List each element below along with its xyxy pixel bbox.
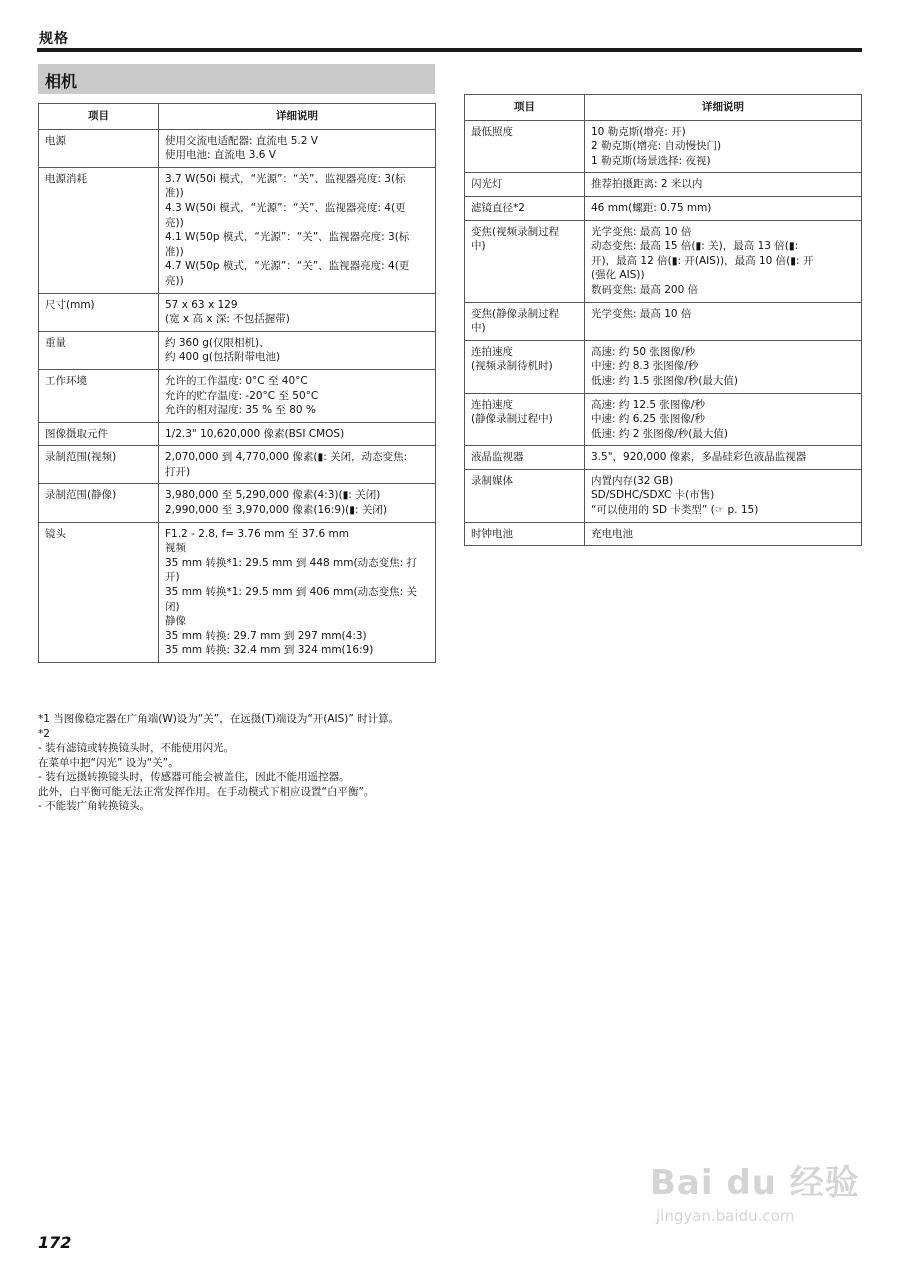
row-detail-line: SD/SDHC/SDXC 卡(市售) — [591, 489, 715, 502]
row-detail-line: 光学变焦: 最高 10 倍 — [591, 307, 692, 320]
spec-table-left — [38, 103, 436, 663]
row-label-line: 中) — [471, 240, 486, 253]
row-label-line: 电源 — [45, 134, 66, 147]
row-detail-line: 低速: 约 1.5 张图像/秒(最大值) — [591, 374, 738, 387]
footnote-line: - 装有滤镜或转换镜头时，不能使用闪光。 — [38, 742, 235, 754]
row-label — [39, 129, 159, 167]
footnote-line: 此外，白平衡可能无法正常发挥作用。在手动模式下相应设置“白平衡”。 — [38, 785, 375, 798]
row-detail-line: 允许的工作温度: 0°C 至 40°C — [165, 374, 308, 387]
row-label-line: (视频录制待机时) — [471, 360, 553, 373]
row-label — [39, 293, 159, 331]
table-row — [465, 173, 862, 197]
row-detail-line: 闭) — [165, 600, 180, 613]
row-label — [39, 522, 159, 662]
row-detail — [585, 196, 862, 220]
row-detail-line: 3.7 W(50i 模式，“光源”：“关”、监视器亮度: 3(标 — [165, 172, 406, 185]
row-detail-line: 3,980,000 至 5,290,000 像素(4:3)(▮: 关闭) — [165, 489, 381, 502]
row-label-line: 图像摄取元件 — [45, 427, 108, 440]
baidu-watermark — [650, 1155, 870, 1240]
column-header-item: 项目 — [465, 95, 585, 121]
row-detail-line: 1/2.3" 10,620,000 像素(BSI CMOS) — [165, 427, 345, 440]
row-detail — [159, 167, 436, 293]
footnote-line: - 装有远摄转换镜头时，传感器可能会被盖住，因此不能用遥控器。 — [38, 771, 350, 783]
row-detail-line: 内置内存(32 GB) — [591, 474, 674, 487]
row-label — [39, 446, 159, 484]
footnotes — [38, 712, 478, 814]
row-label — [39, 369, 159, 422]
row-detail-line: 准)) — [165, 187, 184, 200]
row-detail-line: (强化 AIS)) — [591, 269, 645, 282]
row-detail-line: 亮)) — [165, 216, 184, 229]
footnote-line: *2 — [38, 727, 50, 740]
table-row — [39, 167, 436, 293]
table-row — [465, 302, 862, 340]
row-detail-line: 数码变焦: 最高 200 倍 — [591, 283, 699, 296]
row-detail-line: 35 mm 转换*1: 29.5 mm 到 406 mm(动态变焦: 关 — [165, 586, 417, 599]
row-label-line: 最低照度 — [471, 125, 513, 138]
column-header-detail: 详细说明 — [585, 95, 862, 121]
table-row — [39, 369, 436, 422]
row-label — [465, 522, 585, 546]
row-detail — [159, 422, 436, 446]
table-row — [39, 484, 436, 522]
row-label-line: 录制范围(视频) — [45, 451, 117, 464]
row-detail-line: 4.3 W(50i 模式，“光源”：“关”、监视器亮度: 4(更 — [165, 201, 406, 214]
row-detail — [585, 302, 862, 340]
row-detail — [159, 293, 436, 331]
table-row — [465, 469, 862, 522]
row-label — [465, 120, 585, 173]
row-detail-line: 开)，最高 12 倍(▮: 开(AIS))，最高 10 倍(▮: 开 — [591, 254, 814, 267]
header-title: 规格 — [39, 31, 69, 47]
page-number: 172 — [38, 1233, 72, 1252]
row-detail-line: 10 勒克斯(增亮: 开) — [591, 125, 686, 138]
row-detail — [585, 220, 862, 302]
footnote-line: 在菜单中把“闪光” 设为“关”。 — [38, 756, 179, 769]
row-detail-line: 使用电池: 直流电 3.6 V — [165, 149, 276, 162]
table-row — [465, 393, 862, 446]
watermark-logo: Bai du 经验 — [650, 1163, 860, 1203]
row-detail — [159, 331, 436, 369]
table-row — [39, 129, 436, 167]
row-detail-line: 亮)) — [165, 274, 184, 287]
row-detail-line: 视频 — [165, 542, 186, 555]
row-detail-line: “可以使用的 SD 卡类型” (☞ p. 15) — [591, 504, 759, 517]
row-label — [39, 167, 159, 293]
row-label-line: 中) — [471, 322, 486, 335]
footnote-line: - 不能装广角转换镜头。 — [38, 800, 151, 812]
row-detail-line: 高速: 约 50 张图像/秒 — [591, 345, 695, 358]
table-row — [465, 446, 862, 470]
row-detail-line: 动态变焦: 最高 15 倍(▮: 关)，最高 13 倍(▮: — [591, 240, 799, 253]
row-detail — [585, 446, 862, 470]
watermark-url: jingyan.baidu.com — [656, 1207, 795, 1225]
row-detail-line: 中速: 约 6.25 张图像/秒 — [591, 413, 705, 426]
row-label-line: 闪光灯 — [471, 178, 503, 191]
row-detail-line: 打开) — [165, 465, 191, 478]
row-detail-line: 57 x 63 x 129 — [165, 298, 238, 311]
row-label-line: 时钟电池 — [471, 527, 513, 540]
row-label-line: 滤镜直径*2 — [471, 201, 525, 214]
row-detail-line: 低速: 约 2 张图像/秒(最大值) — [591, 427, 728, 440]
row-label-line: 液晶监视器 — [471, 451, 524, 464]
row-label-line: 录制范围(静像) — [45, 489, 117, 502]
row-detail-line: (宽 x 高 x 深: 不包括握带) — [165, 313, 290, 326]
table-row — [465, 522, 862, 546]
row-detail — [585, 340, 862, 393]
row-label — [39, 331, 159, 369]
spec-table-right — [464, 94, 862, 546]
row-detail-line: 35 mm 转换: 29.7 mm 到 297 mm(4:3) — [165, 629, 367, 642]
row-label — [39, 422, 159, 446]
row-label-line: 变焦(静像录制过程 — [471, 307, 560, 320]
row-detail-line: 允许的相对湿度: 35 % 至 80 % — [165, 404, 316, 417]
row-detail-line: 静像 — [165, 615, 186, 628]
row-detail-line: 光学变焦: 最高 10 倍 — [591, 225, 692, 238]
row-label — [465, 469, 585, 522]
row-detail-line: 准)) — [165, 245, 184, 258]
row-detail-line: 2 勒克斯(增亮: 自动慢快门) — [591, 140, 722, 153]
footnote-line: *1 当图像稳定器在广角端(W)设为“关”，在远摄(T)端设为“开(AIS)” 时计算。 — [38, 713, 400, 725]
table-row — [39, 422, 436, 446]
row-detail-line: 约 360 g(仅限相机)、 — [165, 336, 270, 349]
row-detail-line: F1.2 - 2.8, f= 3.76 mm 至 37.6 mm — [165, 527, 349, 540]
row-detail-line: 使用交流电适配器: 直流电 5.2 V — [165, 134, 318, 147]
section-title: 相机 — [45, 72, 78, 91]
header-rule — [37, 48, 862, 52]
row-detail-line: 2,990,000 至 3,970,000 像素(16:9)(▮: 关闭) — [165, 504, 388, 517]
table-header-row — [39, 104, 436, 130]
row-label-line: 重量 — [45, 336, 66, 349]
row-detail — [585, 522, 862, 546]
row-label-line: 镜头 — [45, 527, 66, 540]
row-label-line: 电源消耗 — [45, 172, 87, 185]
row-detail — [159, 484, 436, 522]
row-detail — [585, 469, 862, 522]
row-label — [465, 393, 585, 446]
row-detail-line: 高速: 约 12.5 张图像/秒 — [591, 398, 705, 411]
row-detail — [585, 393, 862, 446]
row-label — [465, 220, 585, 302]
table-row — [465, 120, 862, 173]
row-label — [465, 196, 585, 220]
row-detail-line: 35 mm 转换: 32.4 mm 到 324 mm(16:9) — [165, 644, 374, 657]
table-header-row — [465, 95, 862, 121]
table-row — [465, 196, 862, 220]
row-detail — [585, 173, 862, 197]
row-label — [39, 484, 159, 522]
row-label — [465, 302, 585, 340]
row-detail — [159, 522, 436, 662]
row-detail-line: 开) — [165, 571, 180, 584]
row-label-line: 录制媒体 — [471, 474, 513, 487]
row-detail-line: 4.7 W(50p 模式，“光源”：“关”、监视器亮度: 4(更 — [165, 260, 410, 273]
row-label-line: (静像录制过程中) — [471, 413, 553, 426]
table-row — [465, 340, 862, 393]
row-label-line: 连拍速度 — [471, 398, 513, 411]
section-bar — [38, 64, 435, 94]
row-detail-line: 2,070,000 到 4,770,000 像素(▮: 关闭，动态变焦: — [165, 451, 408, 464]
row-detail-line: 1 勒克斯(场景选择: 夜视) — [591, 154, 711, 167]
row-detail-line: 允许的贮存温度: -20°C 至 50°C — [165, 389, 319, 402]
row-detail — [159, 129, 436, 167]
table-row — [39, 293, 436, 331]
row-label-line: 尺寸(mm) — [45, 298, 95, 311]
row-detail-line: 中速: 约 8.3 张图像/秒 — [591, 360, 699, 373]
table-row — [39, 522, 436, 662]
row-detail-line: 35 mm 转换*1: 29.5 mm 到 448 mm(动态变焦: 打 — [165, 556, 417, 569]
row-detail-line: 推荐拍摄距离: 2 米以内 — [591, 178, 703, 191]
column-header-item: 项目 — [39, 104, 159, 130]
row-label-line: 连拍速度 — [471, 345, 513, 358]
row-detail — [585, 120, 862, 173]
row-detail-line: 约 400 g(包括附带电池) — [165, 351, 281, 364]
row-label — [465, 340, 585, 393]
row-label-line: 变焦(视频录制过程 — [471, 225, 560, 238]
table-row — [39, 331, 436, 369]
table-row — [465, 220, 862, 302]
row-detail — [159, 446, 436, 484]
row-detail-line: 充电电池 — [591, 527, 633, 540]
row-detail-line: 46 mm(螺距: 0.75 mm) — [591, 201, 712, 214]
row-detail-line: 3.5"，920,000 像素，多晶硅彩色液晶监视器 — [591, 451, 807, 464]
row-detail — [159, 369, 436, 422]
column-header-detail: 详细说明 — [159, 104, 436, 130]
row-label-line: 工作环境 — [45, 374, 87, 387]
table-row — [39, 446, 436, 484]
row-detail-line: 4.1 W(50p 模式，“光源”：“关”、监视器亮度: 3(标 — [165, 231, 410, 244]
row-label — [465, 173, 585, 197]
row-label — [465, 446, 585, 470]
